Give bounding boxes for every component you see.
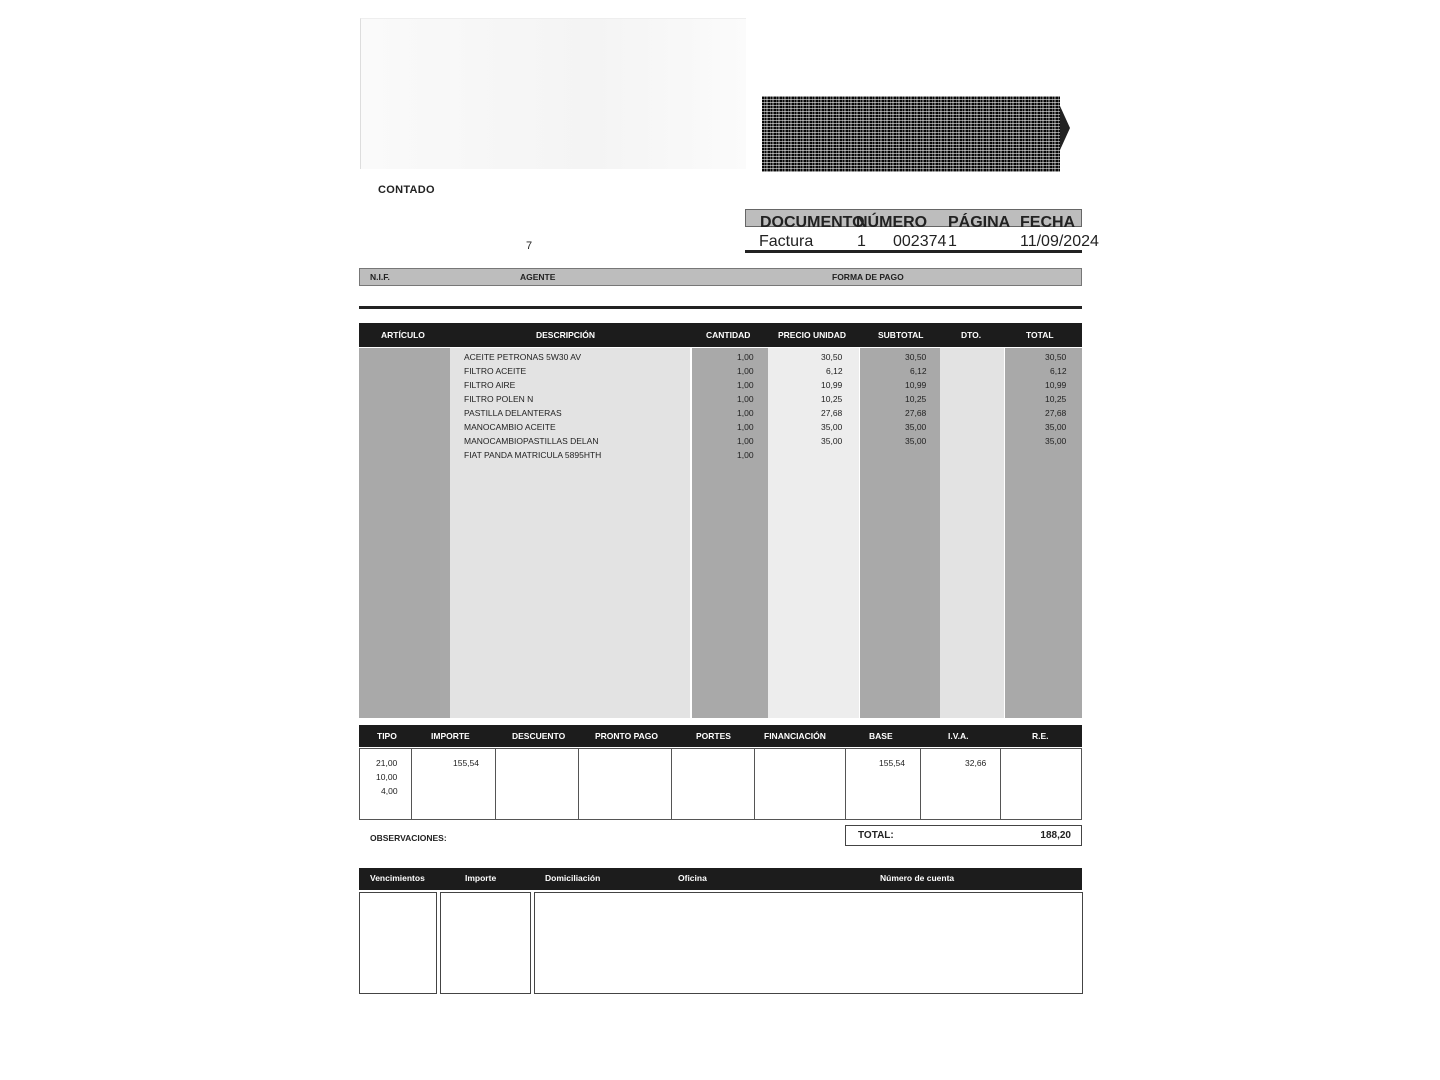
tax-col-iva: I.V.A. (948, 731, 969, 741)
client-code: 7 (526, 240, 533, 252)
divider (578, 749, 579, 819)
item-description: MANOCAMBIOPASTILLAS DELAN (464, 436, 599, 446)
table-row (359, 422, 1082, 436)
due-table-header (359, 868, 1082, 890)
tax-base: 155,54 (879, 758, 905, 768)
divider (495, 749, 496, 819)
doc-type: Factura (759, 233, 814, 250)
item-quantity: 1,00 (737, 450, 754, 460)
tax-col-financiacion: FINANCIACIÓN (764, 731, 826, 741)
doc-series: 1 (857, 233, 866, 250)
divider (671, 749, 672, 819)
item-price: 10,99 (821, 380, 843, 390)
item-quantity: 1,00 (737, 408, 754, 418)
table-row (359, 450, 1082, 464)
barcode (762, 96, 1060, 172)
divider (745, 250, 1082, 253)
total-box (845, 825, 1082, 846)
col-total: TOTAL (1026, 330, 1054, 340)
col-precio: PRECIO UNIDAD (778, 330, 847, 340)
item-subtotal: 35,00 (905, 436, 927, 446)
table-row (359, 436, 1082, 450)
divider (359, 306, 1082, 309)
item-total: 27,68 (1045, 408, 1067, 418)
item-quantity: 1,00 (737, 352, 754, 362)
tax-type: 10,00 (376, 772, 398, 782)
total-value: 188,20 (1040, 830, 1071, 841)
item-description: MANOCAMBIO ACEITE (464, 422, 556, 432)
item-description: FIAT PANDA MATRICULA 5895HTH (464, 450, 602, 460)
item-subtotal: 35,00 (905, 422, 927, 432)
item-quantity: 1,00 (737, 394, 754, 404)
divider (920, 749, 921, 819)
tax-col-tipo: TIPO (377, 731, 397, 741)
item-quantity: 1,00 (737, 422, 754, 432)
item-total: 35,00 (1045, 422, 1067, 432)
nif-label: N.I.F. (370, 272, 390, 282)
item-subtotal: 27,68 (905, 408, 927, 418)
tax-table-body (359, 748, 1082, 820)
item-total: 35,00 (1045, 436, 1067, 446)
company-logo-area (360, 18, 746, 169)
item-quantity: 1,00 (737, 380, 754, 390)
tax-col-portes: PORTES (696, 731, 731, 741)
client-info-bar (359, 268, 1082, 286)
item-quantity: 1,00 (737, 436, 754, 446)
table-row (359, 352, 1082, 366)
table-row (359, 408, 1082, 422)
item-price: 6,12 (826, 366, 843, 376)
item-total: 10,25 (1045, 394, 1067, 404)
document-values (745, 228, 1099, 250)
divider (411, 749, 412, 819)
tax-type: 4,00 (381, 786, 398, 796)
items-table-body (359, 348, 1082, 718)
item-total: 10,99 (1045, 380, 1067, 390)
table-row (359, 380, 1082, 394)
item-subtotal: 6,12 (910, 366, 927, 376)
item-quantity: 1,00 (737, 366, 754, 376)
doc-date: 11/09/2024 (1020, 233, 1099, 250)
due-cell (534, 892, 1083, 994)
tax-importe: 155,54 (453, 758, 479, 768)
due-col-importe: Importe (465, 873, 497, 883)
doc-label-documento: DOCUMENTO (760, 214, 865, 231)
table-row (359, 394, 1082, 408)
item-price: 30,50 (821, 352, 843, 362)
item-description: FILTRO POLEN N (464, 394, 534, 404)
item-description: FILTRO ACEITE (464, 366, 527, 376)
tax-col-re: R.E. (1032, 731, 1049, 741)
tax-col-descuento: DESCUENTO (512, 731, 566, 741)
due-col-domiciliacion: Domiciliación (545, 873, 601, 883)
item-price: 35,00 (821, 422, 843, 432)
observations-label: OBSERVACIONES: (370, 833, 447, 843)
divider (845, 749, 846, 819)
item-subtotal: 30,50 (905, 352, 927, 362)
doc-label-pagina: PÁGINA (948, 214, 1011, 231)
tax-type: 21,00 (376, 758, 398, 768)
col-subtotal: SUBTOTAL (878, 330, 924, 340)
item-price: 35,00 (821, 436, 843, 446)
doc-label-fecha: FECHA (1020, 214, 1076, 231)
document-header (745, 209, 1082, 231)
col-dto: DTO. (961, 330, 982, 340)
item-price: 10,25 (821, 394, 843, 404)
agent-label: AGENTE (520, 272, 556, 282)
due-cell (440, 892, 531, 994)
doc-label-numero: NÚMERO (856, 214, 928, 231)
items-table-header (359, 323, 1082, 347)
divider (1000, 749, 1001, 819)
barcode-area (762, 86, 1072, 174)
due-col-oficina: Oficina (678, 873, 707, 883)
tax-col-pronto-pago: PRONTO PAGO (595, 731, 658, 741)
item-price: 27,68 (821, 408, 843, 418)
tax-iva: 32,66 (965, 758, 987, 768)
item-description: ACEITE PETRONAS 5W30 AV (464, 352, 581, 362)
tax-table-header (359, 725, 1082, 747)
col-articulo: ARTÍCULO (381, 330, 425, 340)
barcode-arrow-icon (1060, 106, 1070, 150)
due-cell (359, 892, 437, 994)
tax-col-importe: IMPORTE (431, 731, 470, 741)
item-total: 30,50 (1045, 352, 1067, 362)
item-subtotal: 10,99 (905, 380, 927, 390)
doc-number: 002374 (893, 233, 947, 250)
due-col-cuenta: Número de cuenta (880, 873, 955, 883)
due-col-vencimientos: Vencimientos (370, 873, 425, 883)
item-description: PASTILLA DELANTERAS (464, 408, 562, 418)
tax-col-base: BASE (869, 731, 893, 741)
payment-mode: CONTADO (378, 184, 435, 196)
item-subtotal: 10,25 (905, 394, 927, 404)
item-total: 6,12 (1050, 366, 1067, 376)
table-row (359, 366, 1082, 380)
item-description: FILTRO AIRE (464, 380, 516, 390)
divider (754, 749, 755, 819)
total-label: TOTAL: (858, 830, 894, 841)
doc-page: 1 (948, 233, 957, 250)
payment-form-label: FORMA DE PAGO (832, 272, 904, 282)
col-descripcion: DESCRIPCIÓN (536, 330, 596, 340)
col-cantidad: CANTIDAD (706, 330, 751, 340)
